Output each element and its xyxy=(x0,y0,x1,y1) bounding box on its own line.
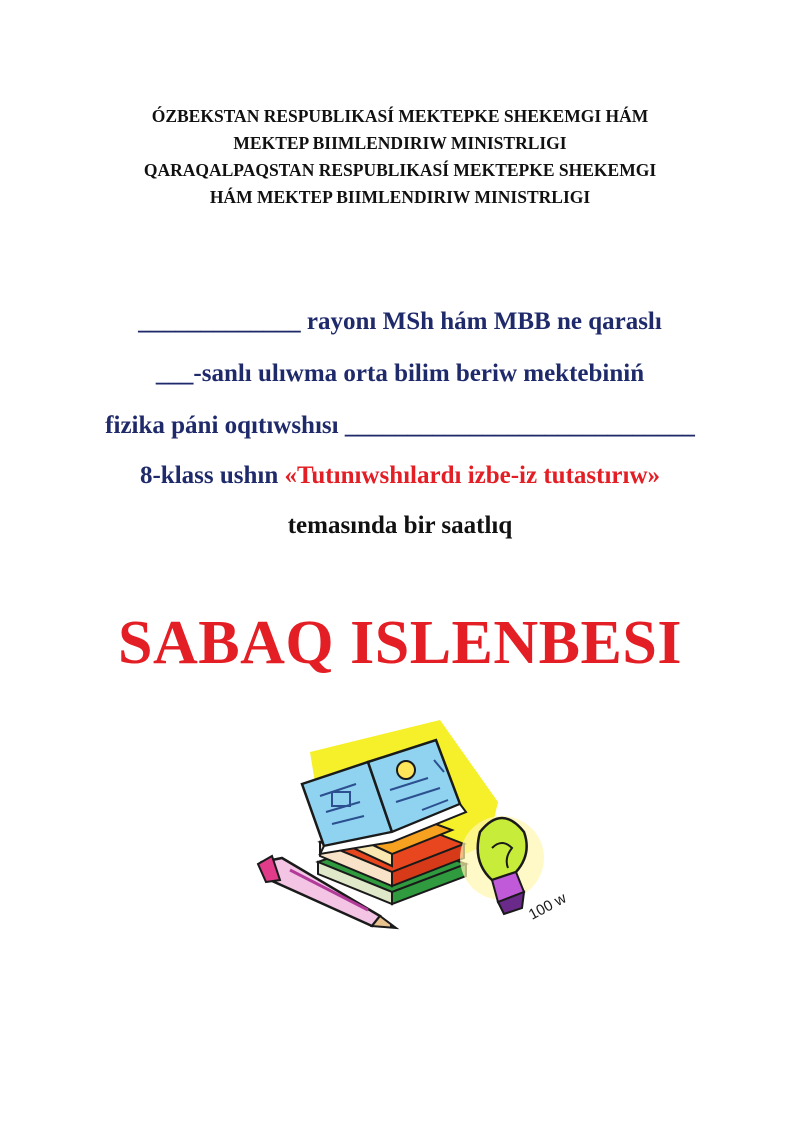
teacher-blank: ____________________________ xyxy=(344,412,695,439)
district-text: rayonı MSh hám MBB ne qaraslı xyxy=(300,308,662,335)
school-blank: ___ xyxy=(155,360,194,387)
header-line-2: MEKTEP BIIMLENDIRIW MINISTRLIGI xyxy=(233,133,567,153)
school-line xyxy=(0,360,800,388)
district-blank: _____________ xyxy=(138,308,301,335)
header-line-4: HÁM MEKTEP BIIMLENDIRIW MINISTRLIGI xyxy=(209,187,591,207)
grade-topic-line xyxy=(0,462,800,490)
school-text: -sanlı ulıwma orta bilim beriw mektebiniń xyxy=(193,360,645,387)
duration-line xyxy=(0,512,800,540)
lesson-topic: «Tutınıwshılardı izbe-iz tutastırıw» xyxy=(284,462,661,489)
header-line-1: ÓZBEKSTAN RESPUBLIKASÍ MEKTEPKE SHEKEMGI HÁM xyxy=(151,106,649,126)
clipart-illustration xyxy=(240,712,570,942)
header-line-3: QARAQALPAQSTAN RESPUBLIKASÍ MEKTEPKE SHEKEMGI xyxy=(143,160,657,180)
page-title: SABAQ ISLENBESI xyxy=(117,609,683,677)
district-line xyxy=(0,308,800,336)
light-bulb-icon xyxy=(460,816,544,914)
teacher-text: fizika páni oqıtıwshısı xyxy=(105,412,345,439)
duration-text: temasında bir saatlıq xyxy=(287,512,513,539)
teacher-line xyxy=(0,412,800,440)
bulb-label: 100 w xyxy=(525,889,570,924)
ministry-header xyxy=(0,103,800,211)
grade-text: 8-klass ushın xyxy=(139,462,285,489)
